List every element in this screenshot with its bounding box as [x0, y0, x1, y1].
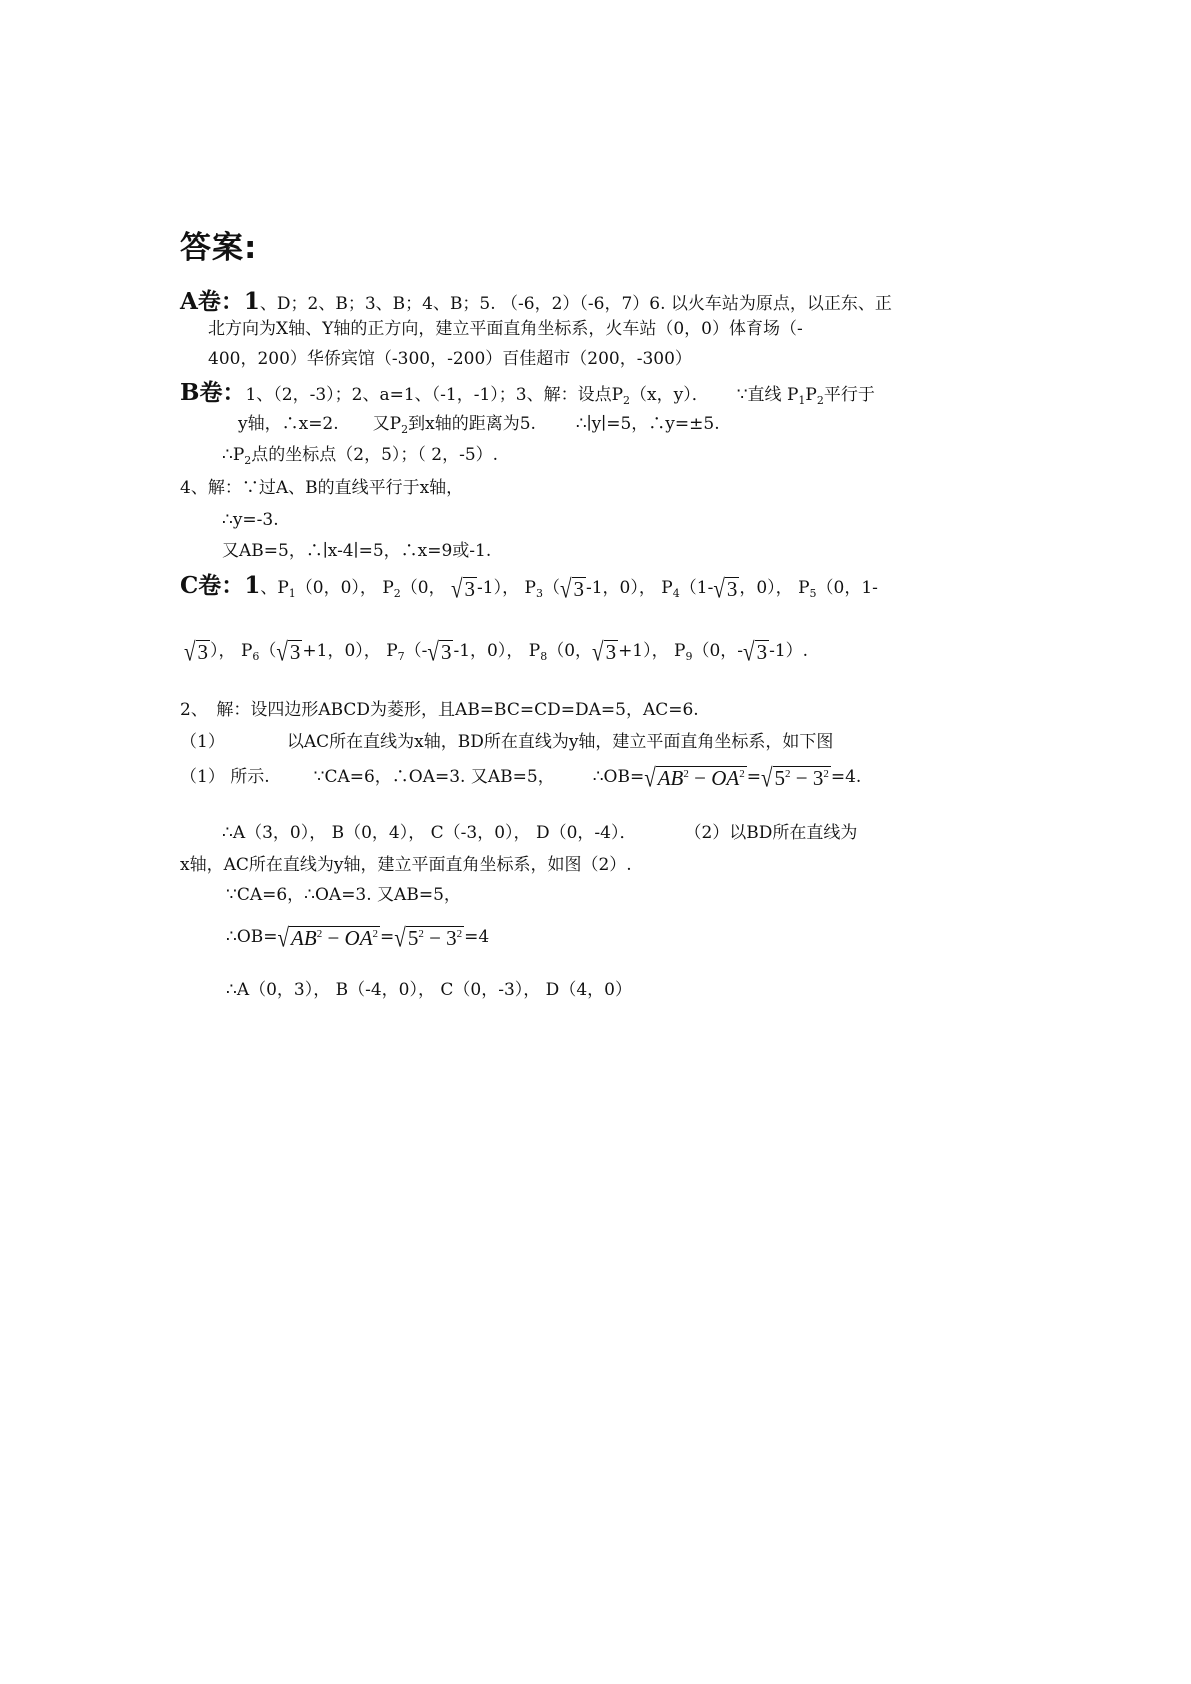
- subscript-2: 2: [623, 394, 631, 407]
- formula-sqrt-ab2-oa2-second: $√AB^2 - OA^2$: [277, 922, 379, 953]
- c-section-line-1: C卷：1、$P_1(0$，0）， $P_2(0$， √3 -1）， $P_3(√3$ -1，0）， $P_4(1-√3$ ，0）， $P_5(0$，1-: [180, 572, 878, 604]
- a-section-line-3: 400，200）华侨宾馆（-300，-200）百佳超市（200，-300）: [208, 349, 692, 369]
- c-section-label: C卷：: [180, 572, 245, 599]
- b-section-line-3: [222, 445, 499, 467]
- formula-sqrt-5-3-second: $√5^2 - 3^2$: [394, 922, 463, 953]
- q2-line-7: $\therefore OB=√AB^2 - OA^2 =√5^2 - 3^2 =4$: [226, 922, 490, 953]
- sqrt-three: √3: [451, 573, 476, 604]
- a-section-answers: 、D；2、B；3、B；4、B；5. （-6，2）（-6，7）6. 以火车站为原点，以正东、正: [259, 294, 892, 314]
- c-section-line-2: √3 ）， $P_6(√3 +1$，0）， $P_7(-√3$ -1，0）， $P_8(0$，√3 +1）， $P_9(0$，-√3 -1）.: [184, 636, 809, 667]
- formula-sqrt-ab2-oa2: $√AB^2 - OA^2$: [644, 762, 745, 793]
- subscript-1: 1: [798, 394, 806, 407]
- b-q4-line-2: ∴y=-3.: [222, 510, 279, 530]
- a-section-number: 1: [243, 288, 260, 315]
- sqrt-three: √3: [743, 636, 768, 667]
- b-line3-a: ∴P: [222, 445, 245, 465]
- page-title: 答案:: [180, 230, 258, 266]
- q2-line-1: 2、 解：设四边形ABCD为菱形，且AB=BC=CD=DA=5，AC=6.: [180, 700, 699, 720]
- sqrt-three: √3: [713, 573, 738, 604]
- sqrt-three: √3: [592, 636, 617, 667]
- b-line1-d: P: [805, 385, 817, 405]
- b-line2-d: ∴∣y∣=5，∴y=±5.: [575, 414, 720, 434]
- sqrt-three: √3: [184, 636, 209, 667]
- b-line1-c: ∵直线 P: [736, 385, 799, 405]
- b-line2-c: 到x轴的距离为5.: [408, 414, 536, 434]
- b-section-label: B卷：: [180, 379, 246, 406]
- b-q4-line-1: 4、解：∵过A、B的直线平行于x轴，: [180, 478, 464, 498]
- subscript-2: 2: [816, 394, 824, 407]
- b-line3-b: 点的坐标点（2，5）；（ 2，-5）.: [251, 445, 499, 465]
- b-line1-b: （x，y）．: [630, 385, 709, 405]
- b-section-line-2: [238, 414, 720, 436]
- subscript-2: 2: [401, 423, 409, 436]
- b-line1-a: 1、（2，-3）；2、a=1、（-1，-1）；3、解：设点P: [245, 385, 624, 405]
- c-section-number: 1: [244, 572, 261, 599]
- q2-line-6: ∵CA=6，∴OA=3. 又AB=5，: [226, 885, 461, 905]
- q2-line-5: x轴，AC所在直线为y轴，建立平面直角坐标系，如图（2）.: [180, 855, 632, 875]
- sqrt-three: √3: [276, 636, 301, 667]
- b-section-line-1: [180, 379, 875, 407]
- a-section-line-1: [180, 290, 892, 313]
- q2-line-4: ∴A（3，0）， B（0，4）， C（-3，0）， D（0，-4）． （2）以BD所在直线为: [222, 823, 858, 843]
- b-line2-b: 又P: [372, 414, 402, 434]
- q2-line-2: （1） 以AC所在直线为x轴，BD所在直线为y轴，建立平面直角坐标系，如下图: [180, 732, 834, 752]
- a-section-line-2: 北方向为X轴、Y轴的正方向，建立平面直角坐标系，火车站（0，0）体育场（-: [208, 319, 803, 339]
- sqrt-three: √3: [427, 636, 452, 667]
- b-line1-e: 平行于: [823, 385, 875, 405]
- subscript-2: 2: [244, 454, 252, 467]
- sqrt-three: √3: [559, 573, 584, 604]
- a-section-label: A卷：: [180, 288, 244, 315]
- q2-line-3: （1） 所示. ∵CA=6，∴OA=3. 又AB=5， $\therefore OB=√AB^2 - OA^2 =√5^2 - 3^2 =4$.: [180, 762, 862, 793]
- b-q4-line-3: 又AB=5，∴∣x-4∣=5，∴x=9或-1.: [222, 541, 492, 561]
- b-line2-a: y轴，∴x=2.: [238, 414, 339, 434]
- formula-sqrt-5-3: $√5^2 - 3^2$: [760, 762, 829, 793]
- q2-line-8: ∴A（0，3）， B（-4，0）， C（0，-3）， D（4，0）: [226, 980, 632, 1000]
